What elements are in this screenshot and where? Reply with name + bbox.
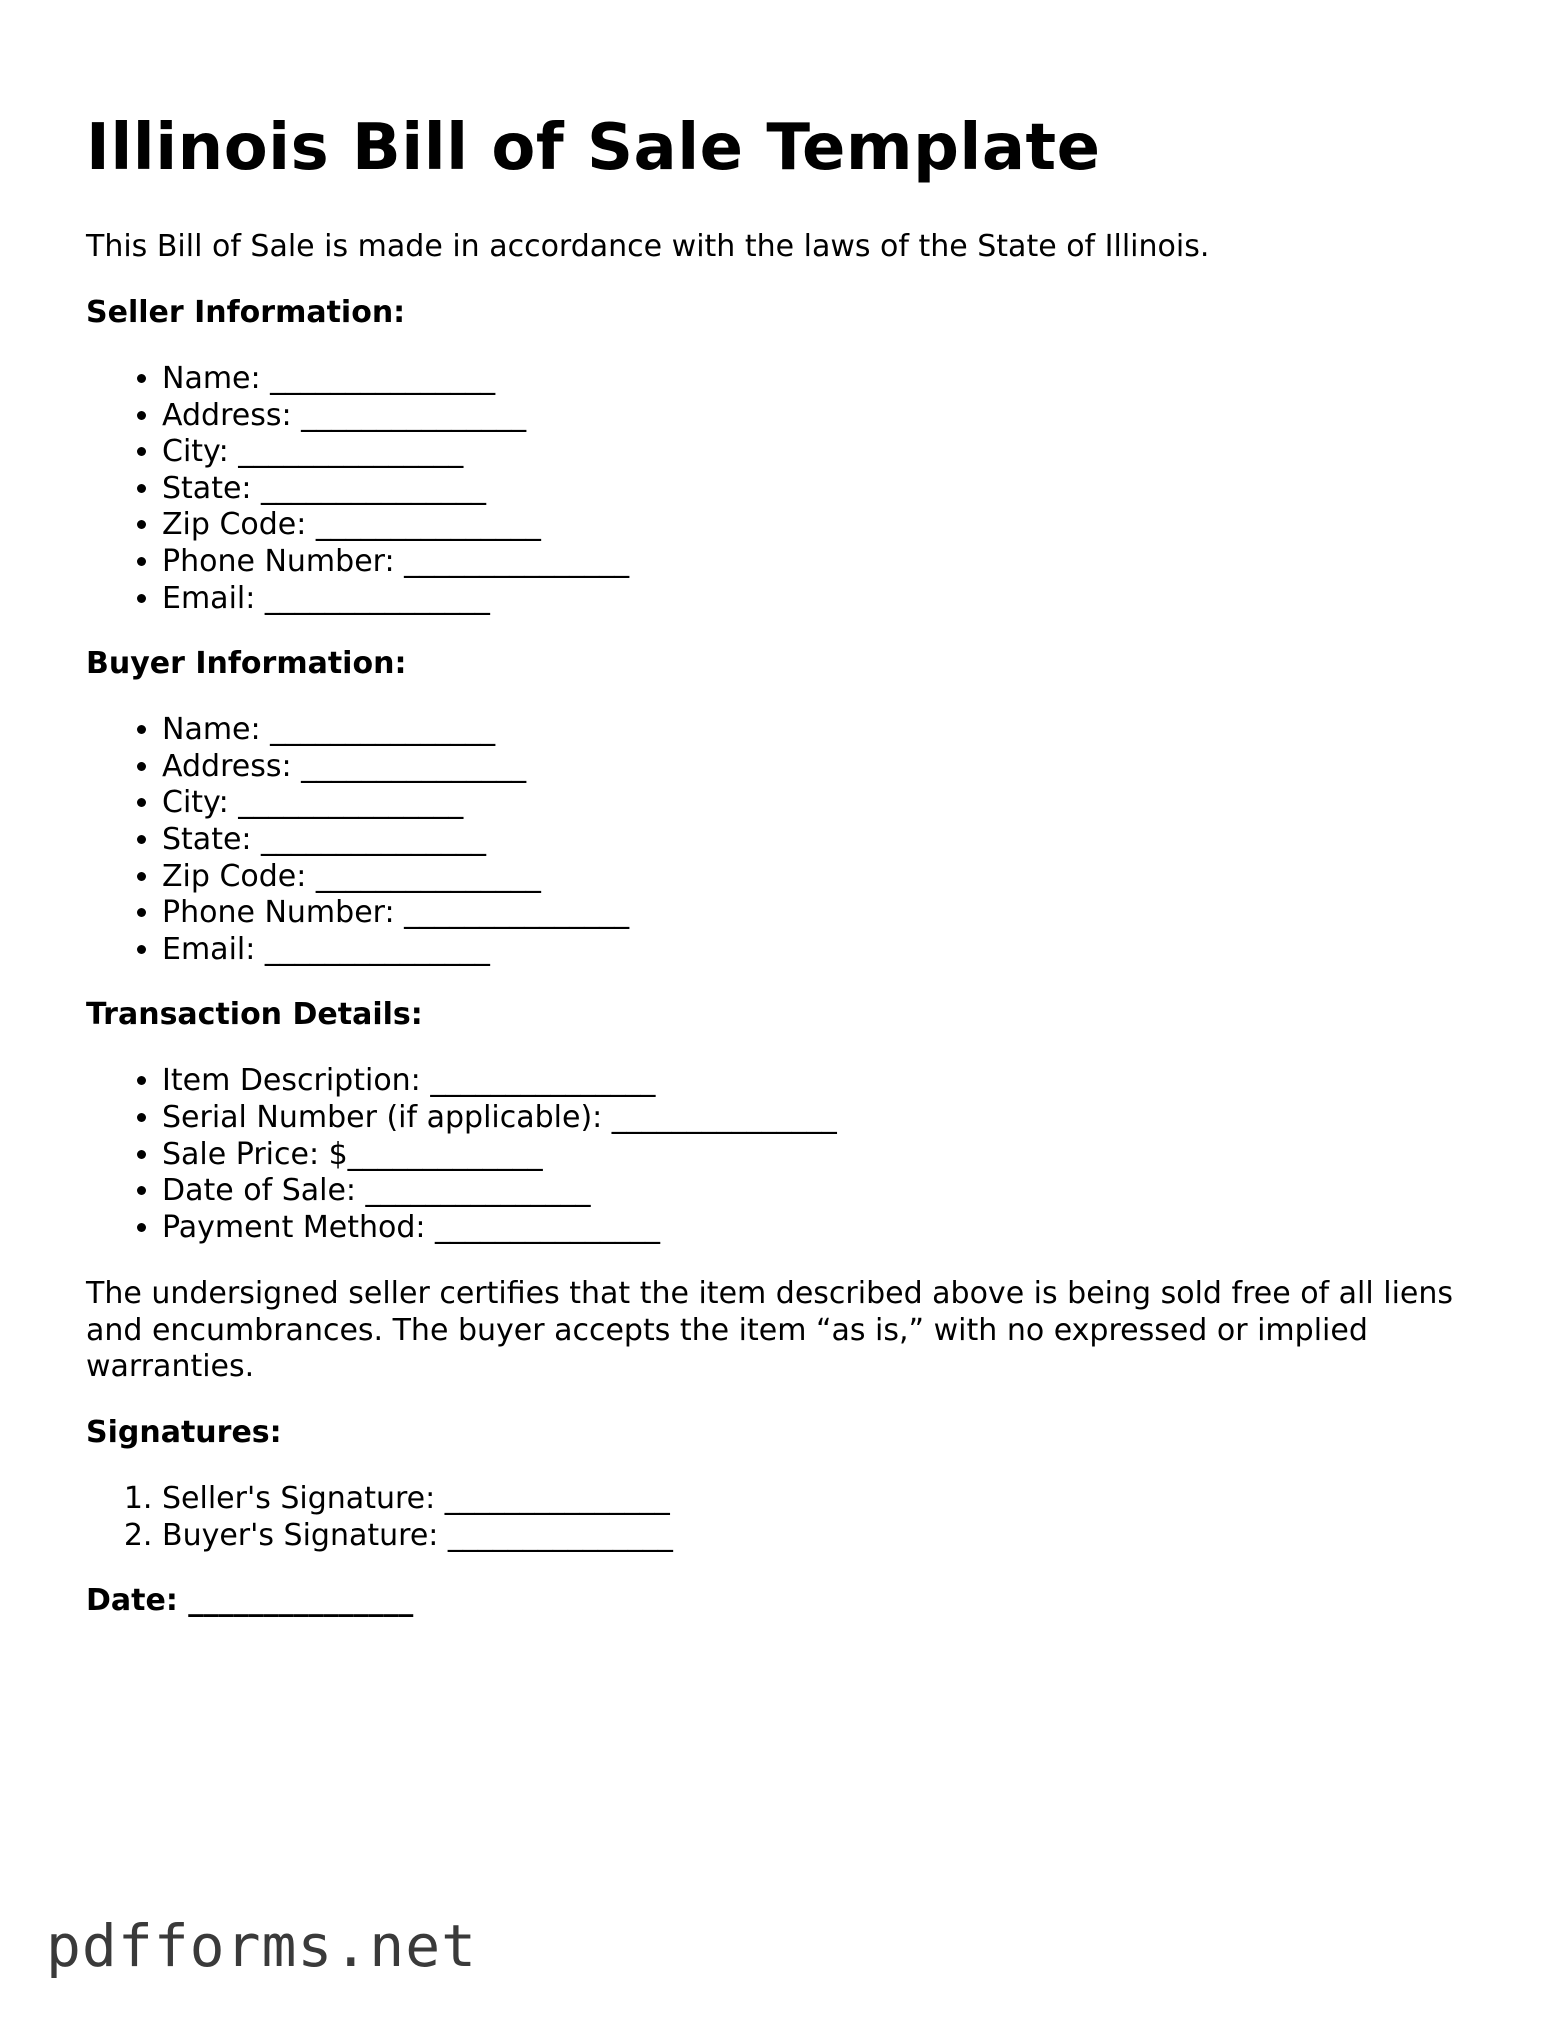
seller-state-field: • State: _______________ bbox=[162, 471, 1486, 508]
buyer-section-heading: Buyer Information: bbox=[86, 646, 407, 682]
sale-price-field: • Sale Price: $_____________ bbox=[162, 1137, 1486, 1174]
seller-name-field: • Name: _______________ bbox=[162, 361, 1486, 398]
seller-signature-field: 1. Seller's Signature: _______________ bbox=[162, 1481, 1486, 1518]
transaction-fields-list bbox=[86, 1063, 1486, 1246]
buyer-signature-field: 2. Buyer's Signature: _______________ bbox=[162, 1518, 1486, 1555]
document-page bbox=[86, 100, 1486, 1620]
date-field: Date: _______________ bbox=[86, 1583, 414, 1619]
serial-number-field: • Serial Number (if applicable): _______________ bbox=[162, 1100, 1486, 1137]
certification-statement: The undersigned seller certifies that the item described above is being sold free of all liens and encumbrances. The buyer accepts the item “as is,” with no expressed or implied warranties. bbox=[86, 1276, 1454, 1385]
payment-method-field: • Payment Method: _______________ bbox=[162, 1210, 1486, 1247]
seller-zip-field: • Zip Code: _______________ bbox=[162, 507, 1486, 544]
buyer-fields-list bbox=[86, 712, 1486, 968]
seller-fields-list bbox=[86, 361, 1486, 617]
buyer-address-field: • Address: _______________ bbox=[162, 749, 1486, 786]
buyer-name-field: • Name: _______________ bbox=[162, 712, 1486, 749]
watermark-text: pdfforms.net bbox=[46, 1912, 478, 1980]
seller-phone-field: • Phone Number: _______________ bbox=[162, 544, 1486, 581]
document-title: Illinois Bill of Sale Template bbox=[86, 111, 1101, 185]
signatures-section-heading: Signatures: bbox=[86, 1415, 282, 1451]
seller-section-heading: Seller Information: bbox=[86, 295, 406, 330]
seller-city-field: • City: _______________ bbox=[162, 434, 1486, 471]
buyer-phone-field: • Phone Number: _______________ bbox=[162, 895, 1486, 932]
seller-address-field: • Address: _______________ bbox=[162, 398, 1486, 435]
buyer-state-field: • State: _______________ bbox=[162, 822, 1486, 859]
buyer-city-field: • City: _______________ bbox=[162, 785, 1486, 822]
buyer-zip-field: • Zip Code: _______________ bbox=[162, 859, 1486, 896]
intro-paragraph: This Bill of Sale is made in accordance with the laws of the State of Illinois. bbox=[86, 229, 1210, 264]
date-of-sale-field: • Date of Sale: _______________ bbox=[162, 1173, 1486, 1210]
transaction-section-heading: Transaction Details: bbox=[86, 997, 423, 1033]
seller-email-field: • Email: _______________ bbox=[162, 581, 1486, 618]
signatures-list bbox=[86, 1481, 1486, 1554]
buyer-email-field: • Email: _______________ bbox=[162, 932, 1486, 969]
item-description-field: • Item Description: _______________ bbox=[162, 1063, 1486, 1100]
